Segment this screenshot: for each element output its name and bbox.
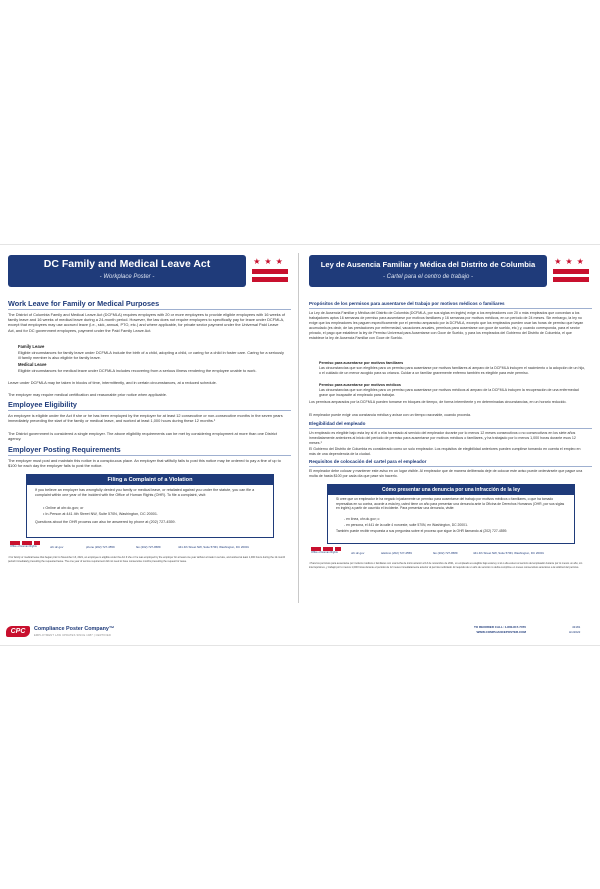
section-heading: Elegibilidad del empleado: [309, 421, 366, 426]
paragraph: Un empleado es elegible bajo esta ley si él o ella ha estado al servicio del empleador durante por lo menos 12 meses consecutivos o no consecutivos en los siete años inmediatamente anteriores al inicio del período de permiso para ausentarse por motivos médicos o familiares, y ha trabajado por lo menos 1,000 horas durante esos 12 meses.¹: [309, 431, 576, 445]
paragraph: An employee is eligible under the Act if she or he has been employed by the employer for at least 12 consecutive or non-consecutive months in the seven years immediately preceding the start of the family or medical leave, and worked at least 1,000 hours during these 12 months.¹: [8, 413, 283, 424]
ohr-name: Office of Human Rights: [10, 545, 37, 548]
paragraph: Las circunstancias que son elegibles para un permiso para ausentarse por motivos familiares al amparo de la DCFMLA incluyen el nacimiento o la adopción de un hijo, o el cuidado de un menor acogido para su crianza. Cuidar a un familiar gravemente enfermo también es elegible para este permiso.: [319, 366, 586, 375]
subheading: Permiso para ausentarse por motivos médicos: [319, 383, 401, 387]
contact-fax: fax (202) 727-9589: [136, 545, 161, 549]
cpc-logo-icon: CPC: [6, 626, 30, 637]
sku-info: [569, 625, 580, 635]
dc-flag-icon: ★★★: [250, 257, 290, 287]
reorder-info: [474, 625, 526, 635]
poster-subtitle: - Workplace Poster -: [99, 274, 155, 280]
contact-web[interactable]: ohr.dc.gov: [50, 545, 64, 549]
spanish-panel: [309, 255, 592, 597]
complaint-box-title: Cómo presentar una denuncia por una infracción de la ley: [328, 485, 574, 495]
paragraph: El empleador puede exigir una constancia médica y avisar con un tiempo razonable, cuando proceda.: [309, 413, 472, 417]
poster-title: DC Family and Medical Leave Act: [43, 258, 211, 270]
list-item: • Online at ohr.dc.gov; or: [43, 506, 84, 510]
list-item: - en línea, ohr.dc.gov; o: [344, 517, 380, 521]
english-panel: [8, 255, 291, 597]
list-item: • In-Person at 441 4th Street NW, Suite 570N, Washington, DC 20001.: [43, 512, 158, 516]
contact-web[interactable]: ohr.dc.gov: [351, 551, 365, 555]
subheading: Family Leave: [18, 344, 45, 349]
poster-subtitle: - Cartel para el centro de trabajo -: [382, 274, 474, 280]
section-heading: Work Leave for Family or Medical Purposes: [8, 299, 160, 308]
footer-strip: [0, 617, 600, 645]
dc-flag-icon: ★★★: [551, 257, 591, 287]
paragraph: También puede recibir respuesta a sus preguntas sobre el proceso que sigue la OHR llamando al (202) 727-4559.: [336, 529, 508, 533]
contact-phone: phone (202) 727-4559: [86, 545, 115, 549]
paragraph: Los permisos amparados por la DCFMLA pueden tomarse en bloques de tiempo, de forma intermitente y en determinadas circunstancias, en un horario reducido.: [309, 400, 567, 404]
paragraph: Si cree que un empleador le ha negado injustamente un permiso para ausentarse del trabajo por motivos médicos o familiares, o que ha tomado represalias en su contra, acorde a esta ley, usted tiene un año para presentar una denuncia ante la Oficina de Derechos Humanos (OHR, por sus siglas en inglés) a partir de ocurrido el incidente. Para presentar una denuncia, visite:: [336, 497, 565, 510]
complaint-box: [327, 484, 575, 544]
footnote: ¹ For family or medical leave that began prior to November 13, 2021, an employee is eligible under the Act if she or he was employed by the employer for at least one year without a break in service, and worked at least 1,000 hours during the 12-month period immediately preceding the requested leave. The one year of service requirement did not need to have consecutive months preceding the request for leave.: [8, 556, 286, 563]
complaint-box: [26, 474, 274, 538]
poster: [0, 244, 600, 646]
paragraph: Leave under DCFMLA may be taken in blocks of time, intermittently, and in certain circumstances, at a reduced schedule.: [8, 380, 217, 385]
panel-divider: [298, 253, 299, 603]
contact-address: 441 4th Street NW, Suite 570N, Washington, DC 20001: [178, 545, 249, 549]
sku-number: 43181: [572, 625, 581, 629]
contact-address: 441 4th Street NW, Suite 570N, Washington, DC 20001: [473, 551, 544, 555]
section-heading: Employer Posting Requirements: [8, 445, 121, 454]
paragraph: Eligible circumstances for medical leave under DCFMLA includes recovering from a serious illness rendering the employee unable to work.: [18, 368, 257, 373]
section-heading: Propósitos de los permisos para ausentarse del trabajo por motivos médicos o familiares: [309, 301, 505, 306]
paragraph: El Gobierno del Distrito de Columbia es considerado como un solo empleador. Los requisitos de elegibilidad anteriores pueden cumplirse tomando en cuenta el empleo en más de una dependencia de la ciudad.: [309, 447, 581, 456]
complaint-box-title: Filing a Complaint of a Violation: [27, 475, 273, 485]
title-banner: [309, 255, 547, 287]
revision-date: H1/2022: [569, 630, 581, 634]
poster-title: Ley de Ausencia Familiar y Médica del Distrito de Columbia: [320, 260, 536, 269]
paragraph: El empleador debe colocar y mantener este aviso en un lugar visible. Al empleador que de manera deliberada deje de colocar este aviso puede ordenársele que pague una multa de hasta $100 por cada día que pase sin hacerlo.: [309, 469, 583, 478]
divider: [8, 410, 291, 411]
divider: [8, 455, 291, 456]
paragraph: La Ley de Ausencia Familiar y Médica del Distrito de Columbia (DCFMLA, por sus siglas en inglés) exige a los empleadores con 20 o más empleados que concedan a los trabajadores aptos 16 semanas de permiso para ausentarse por motivos familiares y 16 semanas por motivos médicos, en un período de 24 meses. Sin embargo, la ley no exige que los empleadores les paguen específicamente por el permiso amparado por la DCFMLA, excepto que los empleados pueden usar las horas de permiso que hayan acumulado (es decir, de las prestaciones por enfermedad, vacaciones anuales, permisos para ausentarse con goce de sueldo, etc.) y, cuando corresponda, para el sector privado, el pago que establece la ley de Permiso Universal para Ausentarse con Goce de Sueldo, y para los empleados del Gobierno del Distrito de Columbia, el que establece la ley de Ausencia Familiar con Goce de Sueldo.: [309, 311, 584, 340]
subheading: Permiso para ausentarse por motivos familiares: [319, 361, 404, 365]
reorder-website[interactable]: WWW.COMPLIANCEPOSTER.COM: [476, 630, 526, 634]
divider: [309, 428, 592, 429]
section-heading: Employee Eligibility: [8, 400, 77, 409]
paragraph: If you believe an employer has wrongfully denied you family or medical leave, or retaliated against you under the statute, you can file a complaint within one year of the incident with the Office of Human Rights (OHR). To file a complaint, visit:: [35, 488, 255, 497]
paragraph: Las circunstancias que son elegibles para un permiso para ausentarse por motivos médicos al amparo de la DCFMLA incluyen la recuperación de una enfermedad grave que incapacite al empleado para trabajar.: [319, 388, 579, 397]
section-heading: Requisitos de colocación del cartel para el empleador: [309, 459, 427, 464]
company-tagline: EMPLOYMENT LAW UPDATES SINCE 1987 | CERTIFIED: [34, 634, 112, 637]
ohr-logo: [10, 541, 40, 550]
ohr-logo: [311, 547, 341, 556]
divider: [309, 466, 592, 467]
divider: [309, 308, 592, 309]
ohr-name: Office of Human Rights: [311, 551, 338, 554]
paragraph: The District of Columbia Family and Medical Leave Act (DCFMLA) requires employers with 20 or more employees to provide eligible employees with 16 weeks of family leave and 16 weeks of medical leave during a 24-month period. However, the law does not require employers to specifically pay for leave under DCFMLA, except that employees may use accrued leave (i.e., sick, annual, PTO, etc.) and where applicable, for private sector payment under the Universal Paid Leave Act, and for DC government employees, payment under the Paid Family Leave Act.: [8, 312, 285, 333]
paragraph: The employer may require medical certification and reasonable prior notice when applicable.: [8, 392, 167, 397]
paragraph: Questions about the OHR process can also be answered by phone at (202) 727-4559.: [35, 520, 176, 524]
list-item: - en persona, el 441 de la calle 4 noroeste, suite 570N, en Washington, DC 20001.: [344, 523, 468, 527]
divider: [8, 309, 291, 310]
paragraph: The District government is considered a single employer. The above eligibility requirements can be met by considering employment at more than one District agency.: [8, 431, 277, 442]
contact-fax: fax (202) 727-9589: [433, 551, 458, 555]
paragraph: The employer must post and maintain this notice in a conspicuous place. An employer that willfully fails to post this notice may be ordered to pay a fine of up to $100 for each day the employer fails to post the notice.: [8, 458, 281, 469]
contact-phone: teléfono (202) 727-4559: [381, 551, 412, 555]
footnote: ¹ Para los permisos para ausentarse por motivos médicos o familiares con una fecha de inicio anterior al 13 de noviembre de 2021, un empleado es elegible bajo esta ley si él o ella estuvo al servicio del empleador durante por lo menos un año, sin interrupciones, y trabajó por lo menos 1,000 horas durante el período de 12 meses inmediatamente anterior al permiso solicitado. El requisito de un año de servicio no debía cumplirse en meses consecutivos anteriores a la solicitud del permiso.: [309, 562, 583, 569]
company-name: Compliance Poster Company™: [34, 626, 115, 632]
subheading: Medical Leave: [18, 362, 47, 367]
title-banner: [8, 255, 246, 287]
reorder-phone: TO REORDER CALL: 1-800-817-7070: [474, 625, 526, 629]
paragraph: Eligible circumstances for family leave under DCFMLA include the birth of a child, adopting a child, or caring for a child in foster care. Caring for a seriously ill family member is also eligible for family leave.: [18, 350, 284, 361]
